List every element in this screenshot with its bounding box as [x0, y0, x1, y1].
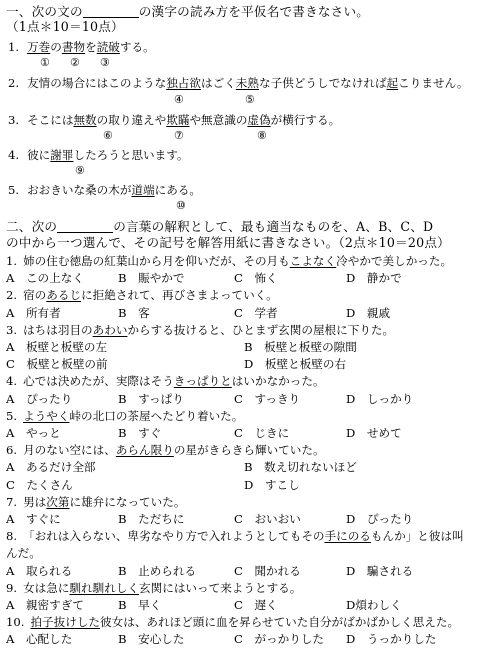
underlined-word: こよなく — [289, 254, 337, 268]
sentence-text: に雄弁になっていた。 — [69, 494, 186, 509]
p2-question-1 — [6, 254, 452, 269]
sentence-text: や無意識の — [189, 113, 248, 127]
p2-question-8-cont: んだ。 — [6, 546, 41, 561]
reading-mark-8: ⑧ — [257, 129, 267, 142]
blank-line — [57, 220, 113, 233]
sentence-text: な子供どうしでなければ — [259, 76, 387, 90]
answer-option: D 親戚 — [346, 305, 391, 320]
answer-option: C 怖く — [234, 271, 278, 286]
blank-line — [83, 5, 139, 18]
answer-option: D ぴったり — [346, 512, 414, 526]
answer-option: C 聞かれる — [234, 563, 301, 578]
answer-option: A やっと — [6, 426, 61, 440]
answer-option: D 静かで — [346, 271, 402, 286]
answer-option: D 騙される — [346, 563, 414, 578]
sentence-text: はいかなかった。 — [231, 374, 325, 389]
part2-title-pre: 二、次の — [6, 219, 58, 234]
question-number: 5. — [6, 408, 18, 423]
sentence-text: 玄関にはいって来ようとする。 — [139, 580, 302, 595]
sentence-text: が横行する。 — [270, 113, 341, 127]
sentence-text: 彼女は、あれほど頭に血を昇らせていた自分がばかばかしく思えた。 — [100, 615, 460, 630]
part2-title-line2: の中から一つ選んで、その記号を解答用紙に書きなさい。（2点＊10＝20点） — [6, 235, 450, 250]
answer-option: A 所有者 — [6, 305, 61, 320]
p2-question-5 — [6, 409, 243, 424]
answer-option: B 早く — [118, 598, 162, 612]
reading-mark-6: ⑥ — [103, 129, 113, 142]
sentence-text: 友情の場合にはこのような — [27, 76, 167, 90]
part1-title-post: の漢字の読み方を平仮名で書きなさい。 — [138, 4, 370, 19]
sentence-text: 冷やかで美しかった。 — [336, 254, 453, 268]
answer-option: D しっかり — [346, 391, 414, 406]
sentence-text: する。 — [119, 40, 155, 54]
sentence-text: 「おれは入らない、卑劣なやり方で入れようとしてもその — [23, 529, 325, 544]
sentence-text: 彼に — [27, 148, 51, 162]
answer-option: D 板壁と板壁の右 — [244, 357, 347, 372]
sentence-text: 姉の住む徳島の紅葉山から月を仰いだが、その月も — [23, 254, 290, 268]
underlined-word: 謝罪 — [50, 148, 74, 162]
underlined-word: 万巻 — [27, 40, 51, 54]
sentence-text: そこには — [27, 113, 74, 127]
reading-mark-10: ⑩ — [176, 199, 186, 212]
question-number: 8. — [6, 529, 18, 544]
answer-option: C 学者 — [234, 305, 278, 320]
underlined-word: 読破 — [96, 40, 120, 54]
answer-option: C おいおい — [234, 512, 301, 526]
p2-question-9 — [6, 581, 301, 596]
answer-option: C 板壁と板壁の前 — [6, 357, 108, 372]
reading-mark-4: ④ — [174, 93, 184, 106]
answer-option: B 客 — [118, 305, 150, 320]
answer-option: B 板壁と板壁の隙間 — [244, 340, 357, 354]
part1-title-pre: 一、次の文の — [6, 4, 83, 19]
underlined-word: 無数 — [73, 113, 97, 127]
underlined-word: 独占欲 — [166, 76, 201, 90]
part2-title-post: の言葉の解釈として、最も適当なものを、A、B、C、D — [113, 219, 434, 234]
underlined-word: きっぱりと — [173, 374, 232, 389]
answer-option: C がっかりした — [234, 632, 325, 647]
underlined-word: 馴れ馴れしく — [69, 580, 140, 595]
underlined-word: 手にのる — [324, 529, 371, 544]
reading-mark-9: ⑨ — [75, 164, 85, 177]
question-number: 9. — [6, 580, 18, 595]
underlined-word: 次第 — [46, 494, 70, 509]
answer-option: A ぴったり — [6, 391, 73, 406]
answer-option: A すぐに — [6, 512, 61, 526]
sentence-text: こりません。 — [398, 76, 469, 90]
underlined-word: 拍子抜けした — [30, 615, 101, 630]
answer-option: B 止められる — [118, 563, 197, 578]
answer-option: A 親密すぎて — [6, 598, 84, 612]
sentence-text: もんか」と彼は叫 — [370, 529, 464, 544]
underlined-word: 欺瞞 — [166, 113, 190, 127]
answer-option: D すこし — [244, 477, 300, 492]
p2-question-10 — [6, 615, 459, 630]
question-number: 4. — [8, 148, 20, 162]
answer-option: C 遅く — [234, 598, 278, 612]
sentence-text: 月のない空には、 — [23, 443, 116, 458]
underlined-word: 書物 — [61, 40, 86, 54]
p2-question-2 — [6, 288, 278, 303]
p1-question-5 — [8, 183, 201, 198]
sentence-text: の — [50, 40, 62, 54]
underlined-word: 虚偽 — [247, 113, 271, 127]
answer-option: A 心配した — [6, 632, 73, 647]
p2-question-6 — [6, 443, 325, 458]
sentence-text: の取り違えや — [96, 113, 167, 127]
sentence-text: はちは羽目の — [23, 322, 93, 337]
underlined-word: 道端 — [131, 183, 155, 197]
sentence-text: 心では決めたが、実際はそう — [23, 374, 174, 389]
answer-option: B 数え切れないほど — [244, 460, 357, 475]
answer-option: D うっかりした — [346, 632, 437, 647]
answer-option: B すぐ — [118, 426, 162, 440]
answer-option: A あるだけ全部 — [6, 460, 96, 475]
p2-question-8 — [6, 529, 464, 544]
sentence-text: からする抜けると、ひとまず玄関の屋根に下りた。 — [127, 322, 395, 337]
question-number: 1. — [8, 40, 20, 54]
p2-question-7 — [6, 495, 185, 510]
underlined-word: ようやく — [23, 408, 70, 423]
question-number: 3. — [8, 113, 20, 127]
p1-question-2 — [8, 76, 468, 91]
question-number: 6. — [6, 443, 18, 458]
p1-question-1 — [8, 40, 155, 55]
sentence-text: 女は急に — [23, 580, 70, 595]
answer-option: A この上なく — [6, 271, 84, 286]
part1-title — [6, 4, 369, 19]
reading-mark-3: ③ — [100, 56, 110, 69]
answer-option: D煩わしく — [346, 598, 402, 612]
question-number: 3. — [6, 322, 18, 337]
sentence-text: おおきいな桑の木が — [27, 183, 132, 197]
p1-question-3 — [8, 113, 340, 128]
p1-question-4 — [8, 148, 188, 163]
underlined-word: あるじ — [46, 288, 82, 303]
answer-option: A 取られる — [6, 563, 73, 578]
part2-title — [6, 219, 433, 234]
sentence-text: の星がきらきら輝いていた。 — [173, 443, 325, 458]
question-number: 10. — [6, 615, 25, 630]
question-number: 4. — [6, 374, 18, 389]
reading-mark-1: ① — [40, 56, 50, 69]
question-number: 2. — [6, 288, 18, 303]
answer-option: C すっきり — [234, 391, 301, 406]
sentence-text: 峠の北口の茶屋へたどり着いた。 — [69, 408, 244, 423]
question-number: 2. — [8, 76, 20, 90]
answer-option: A 板壁と板壁の左 — [6, 340, 108, 354]
part1-score: （1点＊10＝10点） — [6, 19, 124, 34]
question-number: 1. — [6, 254, 18, 268]
question-number: 7. — [6, 494, 18, 509]
sentence-text: 宿の — [23, 288, 47, 303]
sentence-text: に拒絶されて、再びさまよっていく。 — [81, 288, 278, 303]
answer-option: B 安心した — [118, 632, 185, 647]
answer-option: C たくさん — [6, 477, 73, 492]
answer-option: D せめて — [346, 426, 402, 440]
reading-mark-7: ⑦ — [174, 129, 184, 142]
answer-option: C じきに — [234, 426, 290, 440]
sentence-text: にある。 — [154, 183, 202, 197]
underlined-word: 未熟 — [235, 76, 259, 90]
underlined-word: 起 — [386, 76, 399, 90]
answer-option: B ただちに — [118, 512, 185, 526]
answer-option: B すっぱり — [118, 391, 184, 406]
reading-mark-5: ⑤ — [245, 93, 255, 106]
p2-question-4 — [6, 374, 325, 389]
underlined-word: あわい — [92, 322, 128, 337]
question-number: 5. — [8, 183, 20, 197]
sentence-text: はごく — [201, 76, 236, 90]
p2-question-3 — [6, 323, 394, 338]
answer-option: B 賑やかで — [118, 271, 185, 286]
reading-mark-2: ② — [70, 56, 80, 69]
underlined-word: あらん限り — [115, 443, 174, 458]
sentence-text: 男は — [23, 494, 47, 509]
sentence-text: したろうと思います。 — [73, 148, 189, 162]
sentence-text: を — [85, 40, 97, 54]
